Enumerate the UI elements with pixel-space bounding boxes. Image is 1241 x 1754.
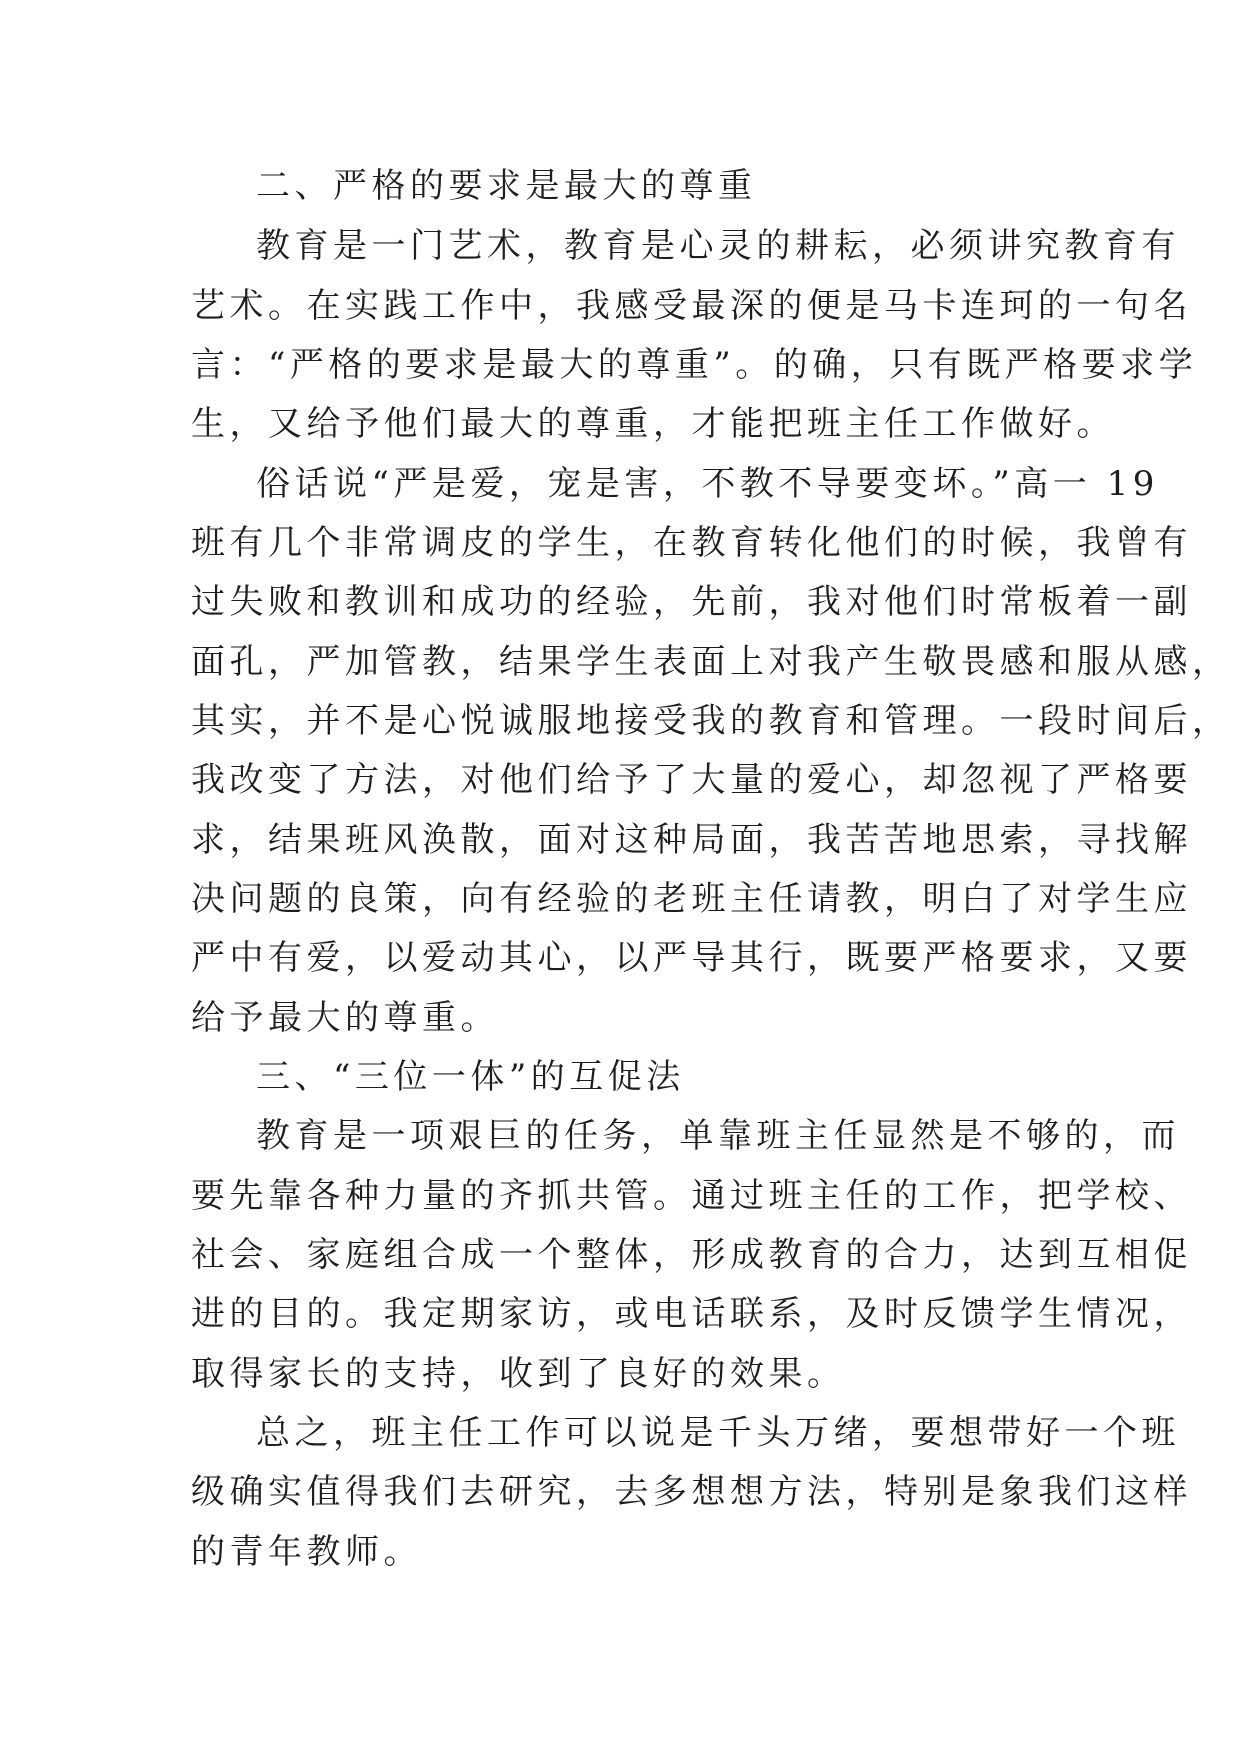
section-heading-three-in-one: 三、“三位一体”的互促法 <box>256 1057 685 1097</box>
paragraph-line: 教育是一项艰巨的任务，单靠班主任显然是不够的，而 <box>256 1116 1180 1156</box>
paragraph-line: 艺术。在实践工作中，我感受最深的便是马卡连珂的一句名 <box>191 286 1192 326</box>
paragraph-line: 言：“严格的要求是最大的尊重”。的确，只有既严格要求学 <box>191 345 1198 385</box>
paragraph-line: 严中有爱，以爱动其心，以严导其行，既要严格要求，又要 <box>191 938 1192 978</box>
paragraph-line: 其实，并不是心悦诚服地接受我的教育和管理。一段时间后， <box>191 701 1231 741</box>
paragraph-line: 我改变了方法，对他们给予了大量的爱心，却忽视了严格要 <box>191 760 1192 800</box>
paragraph-line: 要先靠各种力量的齐抓共管。通过班主任的工作，把学校、 <box>191 1176 1192 1216</box>
paragraph-line: 决问题的良策，向有经验的老班主任请教，明白了对学生应 <box>191 879 1192 919</box>
paragraph-line: 级确实值得我们去研究，去多想想方法，特别是象我们这样 <box>191 1472 1192 1512</box>
paragraph-line: 面孔，严加管教，结果学生表面上对我产生敬畏感和服从感， <box>191 642 1231 682</box>
paragraph-line: 进的目的。我定期家访，或电话联系，及时反馈学生情况， <box>191 1294 1192 1334</box>
paragraph-line: 给予最大的尊重。 <box>191 998 499 1038</box>
paragraph-line: 总之，班主任工作可以说是千头万绪，要想带好一个班 <box>256 1413 1180 1453</box>
paragraph-line: 求，结果班风涣散，面对这种局面，我苦苦地思索，寻找解 <box>191 820 1192 860</box>
paragraph-line: 的青年教师。 <box>191 1532 422 1572</box>
paragraph-line: 生，又给予他们最大的尊重，才能把班主任工作做好。 <box>191 404 1115 444</box>
paragraph-line: 社会、家庭组合成一个整体，形成教育的合力，达到互相促 <box>191 1235 1192 1275</box>
paragraph-line: 取得家长的支持，收到了良好的效果。 <box>191 1354 846 1394</box>
section-heading-strict-requirements: 二、严格的要求是最大的尊重 <box>256 166 757 206</box>
paragraph-line: 教育是一门艺术，教育是心灵的耕耘，必须讲究教育有 <box>256 226 1180 266</box>
paragraph-line: 过失败和教训和成功的经验，先前，我对他们时常板着一副 <box>191 582 1192 622</box>
paragraph-line: 班有几个非常调皮的学生，在教育转化他们的时候，我曾有 <box>191 523 1192 563</box>
paragraph-line: 俗话说“严是爱，宠是害，不教不导要变坏。”高一 19 <box>256 464 1159 504</box>
